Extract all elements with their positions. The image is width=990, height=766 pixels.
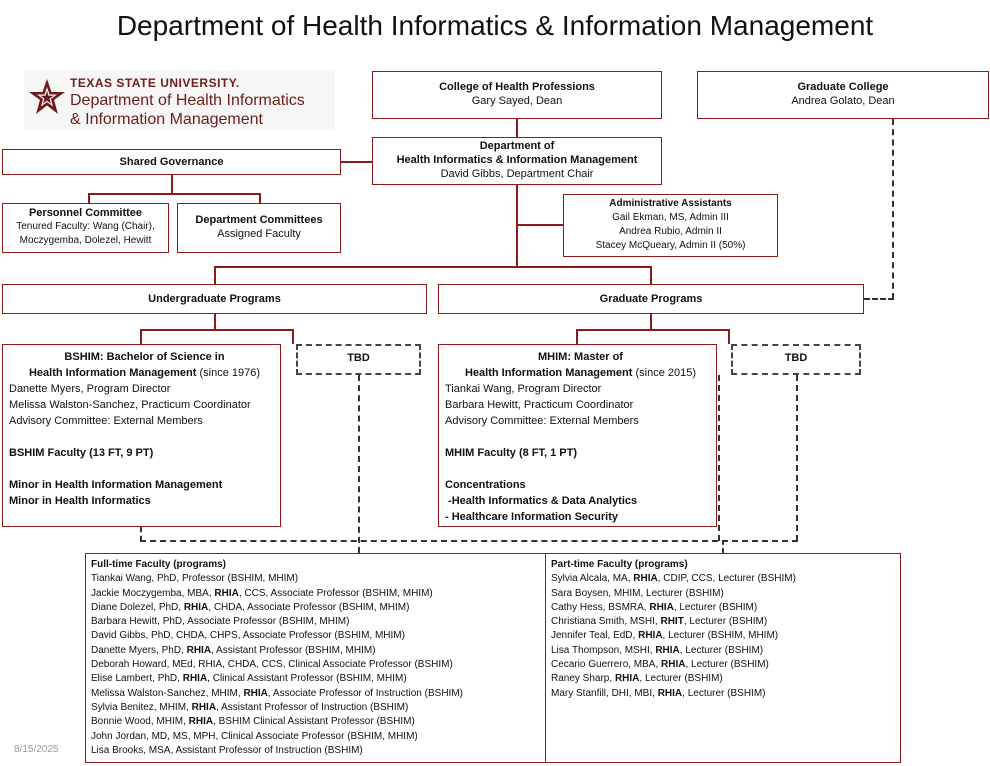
dashed-connector <box>722 540 798 542</box>
mhim-faculty: MHIM Faculty (8 FT, 1 PT) <box>445 447 578 459</box>
faculty-divider <box>545 554 546 762</box>
faculty-row: Sylvia Benitez, MHIM, RHIA, Assistant Professor of Instruction (BSHIM) <box>91 701 409 713</box>
connector <box>171 174 173 193</box>
department-chair: David Gibbs, Department Chair <box>440 168 594 180</box>
department-committees-name: Department Committees <box>195 214 323 226</box>
mhim-concentrations-title: Concentrations <box>445 479 526 491</box>
faculty-row: Cathy Hess, BSMRA, RHIA, Lecturer (BSHIM) <box>551 601 758 613</box>
faculty-row: Lisa Thompson, MSHI, RHIA, Lecturer (BSHIM) <box>551 644 764 656</box>
faculty-row: Raney Sharp, RHIA, Lecturer (BSHIM) <box>551 673 723 685</box>
mhim-advisory: Advisory Committee: External Members <box>445 415 639 427</box>
faculty-row: Diane Dolezel, PhD, RHIA, CHDA, Associate Professor (BSHIM, MHIM) <box>91 601 410 613</box>
graduate-programs-box: Graduate Programs <box>438 284 864 314</box>
graduate-college-name: Graduate College <box>797 81 889 93</box>
connector <box>214 266 216 284</box>
personnel-committee-name: Personnel Committee <box>28 207 143 219</box>
personnel-committee-box <box>2 203 169 253</box>
connector <box>88 193 260 195</box>
faculty-row: Elise Lambert, PhD, RHIA, Clinical Assistant Professor (BSHIM, MHIM) <box>91 673 407 685</box>
department-box <box>372 137 662 185</box>
dashed-connector <box>796 375 798 541</box>
mhim-director: Tiankai Wang, Program Director <box>445 383 602 395</box>
connector <box>576 329 578 344</box>
connector <box>340 161 373 163</box>
admin-assistants-name: Administrative Assistants <box>609 198 732 209</box>
dashed-connector <box>722 540 724 553</box>
faculty-row: Deborah Howard, MEd, RHIA, CHDA, CCS, Clinical Associate Professor (BSHIM) <box>91 659 453 671</box>
fulltime-faculty-column <box>91 558 541 758</box>
logo-dept-line1: Department of Health Informatics <box>70 92 305 109</box>
dashed-connector <box>864 298 894 300</box>
mhim-title2: Health Information Management <box>464 367 633 379</box>
faculty-row: Cecario Guerrero, MBA, RHIA, Lecturer (BSHIM) <box>551 659 769 671</box>
dashed-connector <box>140 527 142 541</box>
personnel-committee-line2: Moczygemba, Dolezel, Hewitt <box>19 235 152 246</box>
parttime-faculty-column <box>551 558 896 701</box>
connector <box>292 329 294 344</box>
connector <box>516 185 518 267</box>
admin-assistant: Stacey McQueary, Admin II (50%) <box>595 240 746 251</box>
connector <box>214 314 216 330</box>
bshim-director: Danette Myers, Program Director <box>9 383 171 395</box>
college-dean: Gary Sayed, Dean <box>471 95 563 107</box>
faculty-row: Jennifer Teal, EdD, RHIA, Lecturer (BSHIM, MHIM) <box>551 630 779 642</box>
bshim-faculty: BSHIM Faculty (13 FT, 9 PT) <box>9 447 154 459</box>
page-title: Department of Health Informatics & Information Management <box>116 10 874 41</box>
mhim-since: (since 2015) <box>632 367 697 379</box>
department-line1: Department of <box>479 140 555 152</box>
faculty-row: Tiankai Wang, PhD, Professor (BSHIM, MHIM) <box>91 573 299 585</box>
connector <box>576 329 729 331</box>
faculty-row: Mary Stanfill, DHI, MBI, RHIA, Lecturer (BSHIM) <box>551 687 766 699</box>
tbd-box-undergrad: TBD <box>296 344 421 375</box>
fulltime-header: Full-time Faculty (programs) <box>91 559 227 570</box>
date-stamp: 8/15/2025 <box>14 744 59 755</box>
faculty-row: Christiana Smith, MSHI, RHIT, Lecturer (BSHIM) <box>551 616 768 628</box>
faculty-row: John Jordan, MD, MS, MPH, Clinical Associate Professor (BSHIM, MHIM) <box>91 730 418 742</box>
faculty-row: David Gibbs, PhD, CHDA, CHPS, Associate Professor (BSHIM, MHIM) <box>91 630 405 642</box>
mhim-practicum: Barbara Hewitt, Practicum Coordinator <box>445 399 634 411</box>
bshim-advisory: Advisory Committee: External Members <box>9 415 203 427</box>
department-committees-box <box>177 203 341 253</box>
mhim-title1: MHIM: Master of <box>538 351 623 363</box>
admin-assistants-box <box>563 194 778 257</box>
connector <box>516 119 518 137</box>
shared-governance-box: Shared Governance <box>2 149 341 175</box>
bshim-title2: Health Information Management <box>28 367 197 379</box>
connector <box>517 224 563 226</box>
personnel-committee-line1: Tenured Faculty: Wang (Chair), <box>16 221 155 232</box>
mhim-concentration: - Healthcare Information Security <box>445 511 618 523</box>
star-icon <box>28 78 66 116</box>
bshim-minor: Minor in Health Informatics <box>9 495 151 507</box>
undergrad-programs-box: Undergraduate Programs <box>2 284 427 314</box>
connector <box>140 329 142 344</box>
college-name: College of Health Professions <box>439 81 595 93</box>
mhim-box <box>438 344 717 527</box>
bshim-box <box>2 344 281 527</box>
faculty-row: Melissa Walston-Sanchez, MHIM, RHIA, Associate Professor of Instruction (BSHIM) <box>91 687 463 699</box>
faculty-row: Barbara Hewitt, PhD, Associate Professor (BSHIM, MHIM) <box>91 616 350 628</box>
connector <box>140 329 293 331</box>
college-box <box>372 71 662 119</box>
admin-assistant: Gail Ekman, MS, Admin III <box>612 212 729 223</box>
connector <box>650 266 652 284</box>
faculty-row: Bonnie Wood, MHIM, RHIA, BSHIM Clinical Assistant Professor (BSHIM) <box>91 716 415 728</box>
mhim-concentration: -Health Informatics & Data Analytics <box>445 495 638 507</box>
department-committees-line1: Assigned Faculty <box>217 228 301 240</box>
faculty-row: Sara Boysen, MHIM, Lecturer (BSHIM) <box>551 587 724 599</box>
logo-university: TEXAS STATE UNIVERSITY. <box>70 76 240 90</box>
dashed-connector <box>140 540 718 542</box>
faculty-row: Jackie Moczygemba, MBA, RHIA, CCS, Associate Professor (BSHIM, MHIM) <box>91 587 433 599</box>
connector <box>88 193 90 203</box>
department-line2: Health Informatics & Information Management <box>396 154 638 166</box>
faculty-row: Lisa Brooks, MSA, Assistant Professor of Instruction (BSHIM) <box>91 744 363 756</box>
connector <box>259 193 261 203</box>
tbd-box-graduate: TBD <box>731 344 861 375</box>
connector <box>728 329 730 344</box>
bshim-minor: Minor in Health Information Management <box>9 479 223 491</box>
connector <box>214 266 652 268</box>
bshim-since: (since 1976) <box>196 367 261 379</box>
university-logo <box>24 70 335 130</box>
dashed-connector <box>892 119 894 299</box>
faculty-box <box>85 553 901 763</box>
graduate-college-dean: Andrea Golato, Dean <box>791 95 895 107</box>
admin-assistant: Andrea Rubio, Admin II <box>619 226 722 237</box>
parttime-header: Part-time Faculty (programs) <box>551 559 688 570</box>
connector <box>650 314 652 330</box>
dashed-connector <box>358 375 360 553</box>
dashed-connector <box>718 375 720 541</box>
graduate-college-box <box>697 71 989 119</box>
bshim-practicum: Melissa Walston-Sanchez, Practicum Coordinator <box>9 399 251 411</box>
faculty-row: Sylvia Alcala, MA, RHIA, CDIP, CCS, Lecturer (BSHIM) <box>551 573 796 585</box>
bshim-title1: BSHIM: Bachelor of Science in <box>64 351 225 363</box>
faculty-row: Danette Myers, PhD, RHIA, Assistant Professor (BSHIM, MHIM) <box>91 644 376 656</box>
logo-dept-line2: & Information Management <box>70 111 263 128</box>
